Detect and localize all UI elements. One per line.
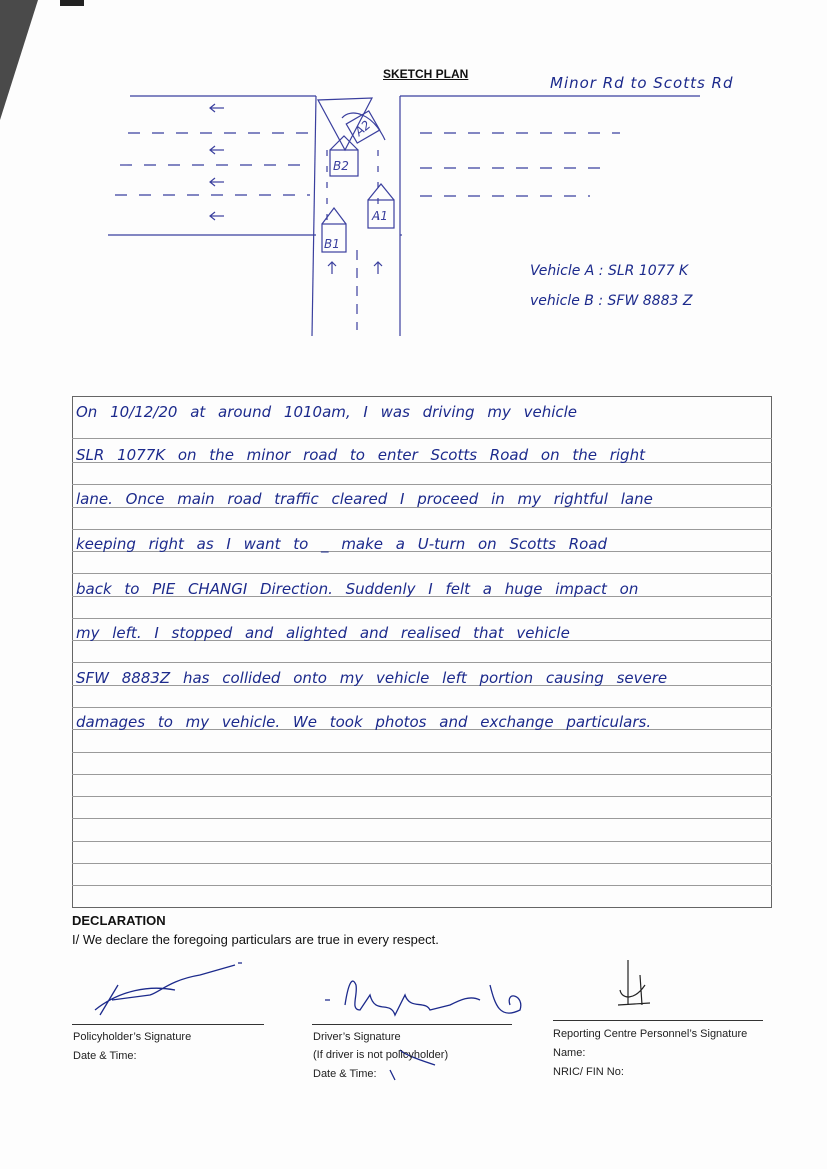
road-sketch bbox=[0, 0, 827, 400]
ruled-line bbox=[72, 774, 772, 775]
narrative-line-7: SFW 8883Z has collided onto my vehicle left portion causing severe bbox=[76, 669, 668, 687]
label-a1: A1 bbox=[372, 209, 388, 223]
ruled-line bbox=[72, 885, 772, 886]
declaration-heading: DECLARATION bbox=[72, 913, 166, 928]
narrative-line-2: SLR 1077K on the minor road to enter Scotts Road on the right bbox=[76, 446, 645, 464]
driver-date-label: Date & Time: bbox=[313, 1068, 377, 1080]
personnel-signature-label: Reporting Centre Personnel’s Signature bbox=[553, 1028, 748, 1040]
label-a2: A2 bbox=[352, 117, 374, 139]
label-b1: B1 bbox=[324, 237, 340, 251]
personnel-nric-label: NRIC/ FIN No: bbox=[553, 1066, 624, 1078]
ruled-line bbox=[72, 863, 772, 864]
ruled-line bbox=[72, 752, 772, 753]
ruled-line bbox=[72, 529, 772, 530]
ruled-line bbox=[72, 484, 772, 485]
policyholder-signature-mark bbox=[95, 963, 242, 1015]
driver-signature-line bbox=[312, 1024, 512, 1025]
narrative-line-1: On 10/12/20 at around 1010am, I was driving my vehicle bbox=[76, 403, 578, 421]
vehicle-b1-roof bbox=[322, 208, 346, 224]
ruled-line bbox=[72, 662, 772, 663]
label-b2: B2 bbox=[333, 159, 349, 173]
arrow-up-icon bbox=[328, 262, 382, 274]
policyholder-signature-label: Policyholder’s Signature bbox=[73, 1031, 192, 1043]
ruled-line bbox=[72, 796, 772, 797]
ruled-line bbox=[72, 438, 772, 439]
ruled-line bbox=[72, 618, 772, 619]
arrow-left-icon bbox=[210, 104, 224, 220]
personnel-signature-line bbox=[553, 1020, 763, 1021]
narrative-line-8: damages to my vehicle. We took photos and exchange particulars. bbox=[76, 713, 652, 731]
driver-signature-label: Driver’s Signature bbox=[313, 1031, 401, 1043]
route-note: Minor Rd to Scotts Rd bbox=[550, 74, 734, 92]
narrative-box bbox=[72, 396, 772, 908]
ruled-line bbox=[72, 818, 772, 819]
narrative-line-6: my left. I stopped and alighted and realised that vehicle bbox=[76, 624, 570, 642]
policyholder-signature-line bbox=[72, 1024, 264, 1025]
policyholder-date-label: Date & Time: bbox=[73, 1050, 137, 1062]
personnel-name-label: Name: bbox=[553, 1047, 586, 1059]
page-title: SKETCH PLAN bbox=[383, 67, 469, 81]
vehicle-b-note: vehicle B : SFW 8883 Z bbox=[530, 293, 693, 309]
ruled-line bbox=[72, 573, 772, 574]
driver-note: (If driver is not policyholder) bbox=[313, 1049, 449, 1061]
ruled-line bbox=[72, 841, 772, 842]
declaration-text: I/ We declare the foregoing particulars are true in every respect. bbox=[72, 932, 439, 947]
narrative-line-3: lane. Once main road traffic cleared I proceed in my rightful lane bbox=[76, 490, 653, 508]
vehicle-a1-roof bbox=[368, 184, 394, 200]
minor-road-left-edge bbox=[312, 96, 316, 336]
narrative-line-4: keeping right as I want to _ make a U-turn on Scotts Road bbox=[76, 535, 608, 553]
personnel-signature-mark bbox=[618, 960, 650, 1005]
vehicle-a-note: Vehicle A : SLR 1077 K bbox=[530, 263, 689, 279]
narrative-line-5: back to PIE CHANGI Direction. Suddenly I felt a huge impact on bbox=[76, 580, 639, 598]
ruled-line bbox=[72, 707, 772, 708]
